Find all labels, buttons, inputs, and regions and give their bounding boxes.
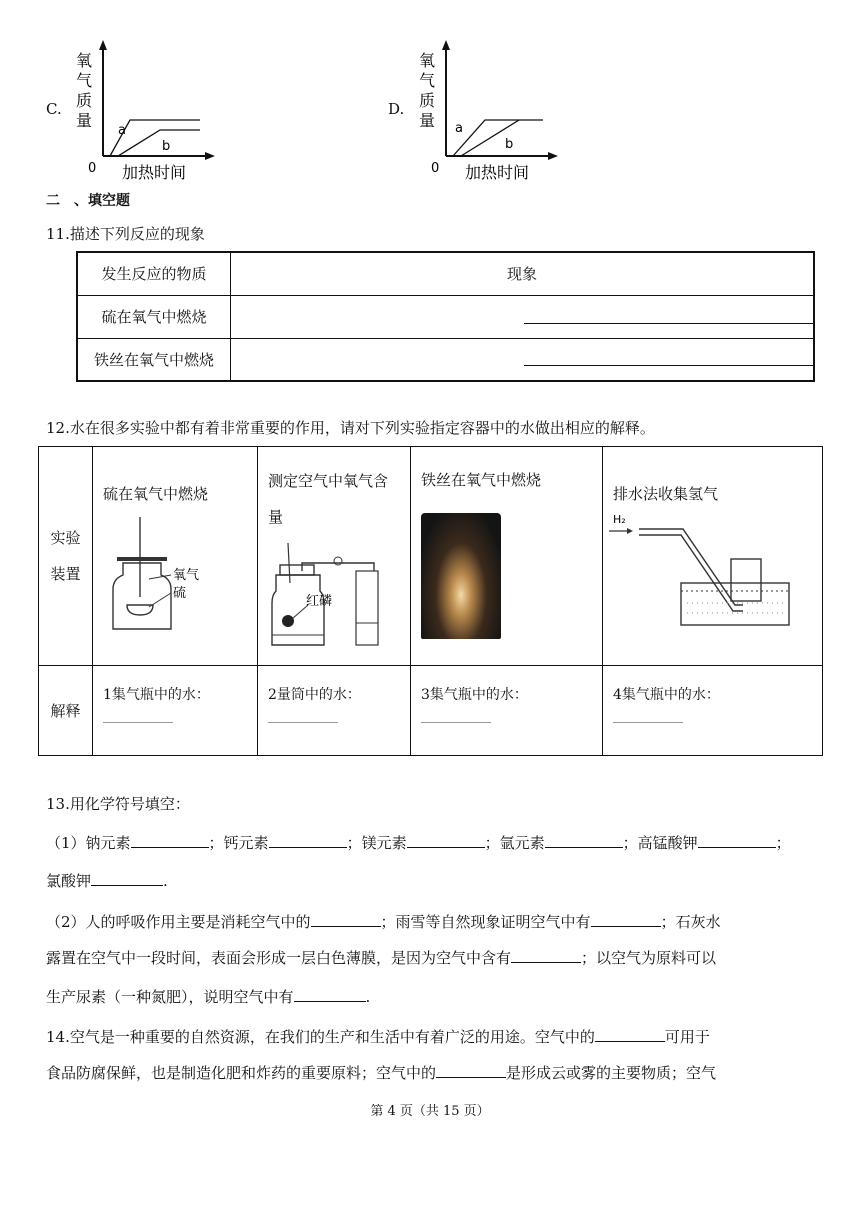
q12-col3-explain (411, 666, 603, 756)
q13-p2-line2 (46, 946, 826, 968)
q12-col4-title: 排水法收集氢气 (613, 485, 719, 503)
q14-blank-2[interactable] (436, 1061, 506, 1078)
p2-text-3: ；石灰水 (660, 913, 721, 931)
q14-text-2: 可用于 (664, 1028, 710, 1046)
q12-row1-label-text: 实验装置 (50, 529, 81, 583)
origin-label: 0 (431, 161, 440, 176)
q12-col4-explain (603, 666, 823, 756)
kclo3-blank[interactable] (91, 869, 163, 886)
q12-col3-title: 铁丝在氧气中燃烧 (421, 471, 542, 489)
q12-answer-4[interactable] (613, 722, 683, 723)
q12-col1-explain-text: 1集气瓶中的水： (103, 687, 210, 703)
p2-text-7: . (365, 988, 371, 1006)
oxygen-label: 氧气 (173, 568, 200, 583)
q12-col2-explain (258, 666, 411, 756)
semicolon: ； (775, 834, 791, 852)
sulfur-label: 硫 (173, 586, 187, 601)
p2-text-6: 生产尿素（一种氮肥），说明空气中有 (46, 988, 294, 1006)
q14-blank-1[interactable] (595, 1025, 665, 1042)
q14-line1 (46, 1025, 826, 1047)
q13-p2-line3 (46, 985, 826, 1007)
q12-col3-explain-text: 3集气瓶中的水： (421, 687, 528, 703)
kmno4-blank[interactable] (698, 831, 776, 848)
graph-c (70, 38, 220, 183)
q14-text-4: 是形成云或雾的主要物质；空气 (506, 1064, 717, 1082)
q12-title: 12.水在很多实验中都有着非常重要的作用，请对下列实验指定容器中的水做出相应的解释。 (46, 419, 655, 437)
origin-label: 0 (88, 161, 97, 176)
q12-col3-setup (411, 447, 603, 666)
argon-blank[interactable] (545, 831, 623, 848)
iron-burning-photo (421, 513, 501, 639)
q14-line2 (46, 1061, 826, 1083)
respiration-blank[interactable] (311, 910, 381, 927)
q11-answer-1[interactable] (231, 295, 815, 338)
ylabel-1: 氧 (419, 51, 436, 70)
q12-col2-setup (258, 447, 411, 666)
q12-answer-2[interactable] (268, 722, 338, 723)
q13-p1-line2 (46, 869, 826, 891)
ylabel-1: 氧 (76, 51, 93, 70)
p2-text-5: ；以空气为原料可以 (581, 949, 717, 967)
q11-header-substance: 发生反应的物质 (77, 252, 231, 295)
page-footer: 第 4 页（共 15 页） (370, 1104, 490, 1119)
line-b-label: b (162, 139, 171, 154)
red-phosphorus-label: 红磷 (306, 594, 333, 609)
sulfur-apparatus-image (103, 517, 233, 647)
ylabel-3: 质 (419, 91, 436, 110)
q12-col2-title: 测定空气中氧气含量 (268, 472, 389, 526)
sodium-blank[interactable] (131, 831, 209, 848)
ylabel-2: 气 (76, 71, 93, 90)
ylabel-4: 量 (76, 111, 93, 130)
q14-text-1: 14.空气是一种重要的自然资源，在我们的生产和生活中有着广泛的用途。空气中的 (46, 1028, 595, 1046)
q12-row2-label: 解释 (39, 666, 93, 756)
option-d-label: D. (388, 100, 405, 118)
q12-col1-title: 硫在氧气中燃烧 (103, 485, 209, 503)
p2-text-2: ；雨雪等自然现象证明空气中有 (380, 913, 591, 931)
q14-text-3: 食品防腐保鲜，也是制造化肥和炸药的重要原料；空气中的 (46, 1064, 437, 1082)
nitrogen-blank[interactable] (294, 985, 366, 1002)
q13-p1-line1 (46, 831, 826, 853)
calcium-label: ；钙元素 (208, 834, 269, 852)
q12-answer-3[interactable] (421, 722, 491, 723)
ylabel-2: 气 (419, 71, 436, 90)
q13-p2-line1 (46, 910, 826, 932)
q11-header-phenomenon: 现象 (231, 252, 815, 295)
argon-label: ；氩元素 (484, 834, 545, 852)
q12-col1-explain (93, 666, 258, 756)
section-heading: 二 、填空题 (46, 193, 130, 209)
q11-title: 11.描述下列反应的现象 (46, 225, 205, 243)
p2-text-1: （2）人的呼吸作用主要是消耗空气中的 (46, 913, 311, 931)
xlabel: 加热时间 (465, 163, 530, 182)
q13-title: 13.用化学符号填空： (46, 795, 190, 813)
hydrogen-collection-image (607, 509, 817, 639)
q12-table (38, 446, 823, 756)
magnesium-blank[interactable] (407, 831, 485, 848)
q12-col2-explain-text: 2量筒中的水： (268, 687, 361, 703)
q11-row-sulfur: 硫在氧气中燃烧 (77, 295, 231, 338)
line-b-label: b (505, 137, 514, 152)
q12-col1-setup (93, 447, 258, 666)
sodium-label: （1）钠元素 (46, 834, 131, 852)
q11-table (76, 251, 815, 382)
ylabel-3: 质 (76, 91, 93, 110)
graph-d (413, 38, 563, 183)
xlabel: 加热时间 (122, 163, 187, 182)
line-a-label: a (455, 121, 463, 136)
option-c-label: C. (46, 100, 62, 118)
ylabel-4: 量 (419, 111, 436, 130)
q11-answer-2[interactable] (231, 338, 815, 381)
p2-text-4: 露置在空气中一段时间，表面会形成一层白色薄膜，是因为空气中含有 (46, 949, 512, 967)
q12-row1-label (39, 447, 93, 666)
q12-answer-1[interactable] (103, 722, 173, 723)
magnesium-label: ；镁元素 (346, 834, 407, 852)
calcium-blank[interactable] (269, 831, 347, 848)
q11-row-iron: 铁丝在氧气中燃烧 (77, 338, 231, 381)
co2-blank[interactable] (511, 946, 581, 963)
kclo3-label: 氯酸钾 (46, 872, 92, 890)
q12-col4-explain-text: 4集气瓶中的水： (613, 687, 720, 703)
water-vapor-blank[interactable] (591, 910, 661, 927)
phosphorus-apparatus-image (262, 543, 412, 653)
line-a-label: a (118, 123, 126, 138)
period: . (163, 872, 168, 890)
kmno4-label: ；高锰酸钾 (622, 834, 698, 852)
h2-label: H₂ (613, 513, 626, 526)
q12-col4-setup (603, 447, 823, 666)
